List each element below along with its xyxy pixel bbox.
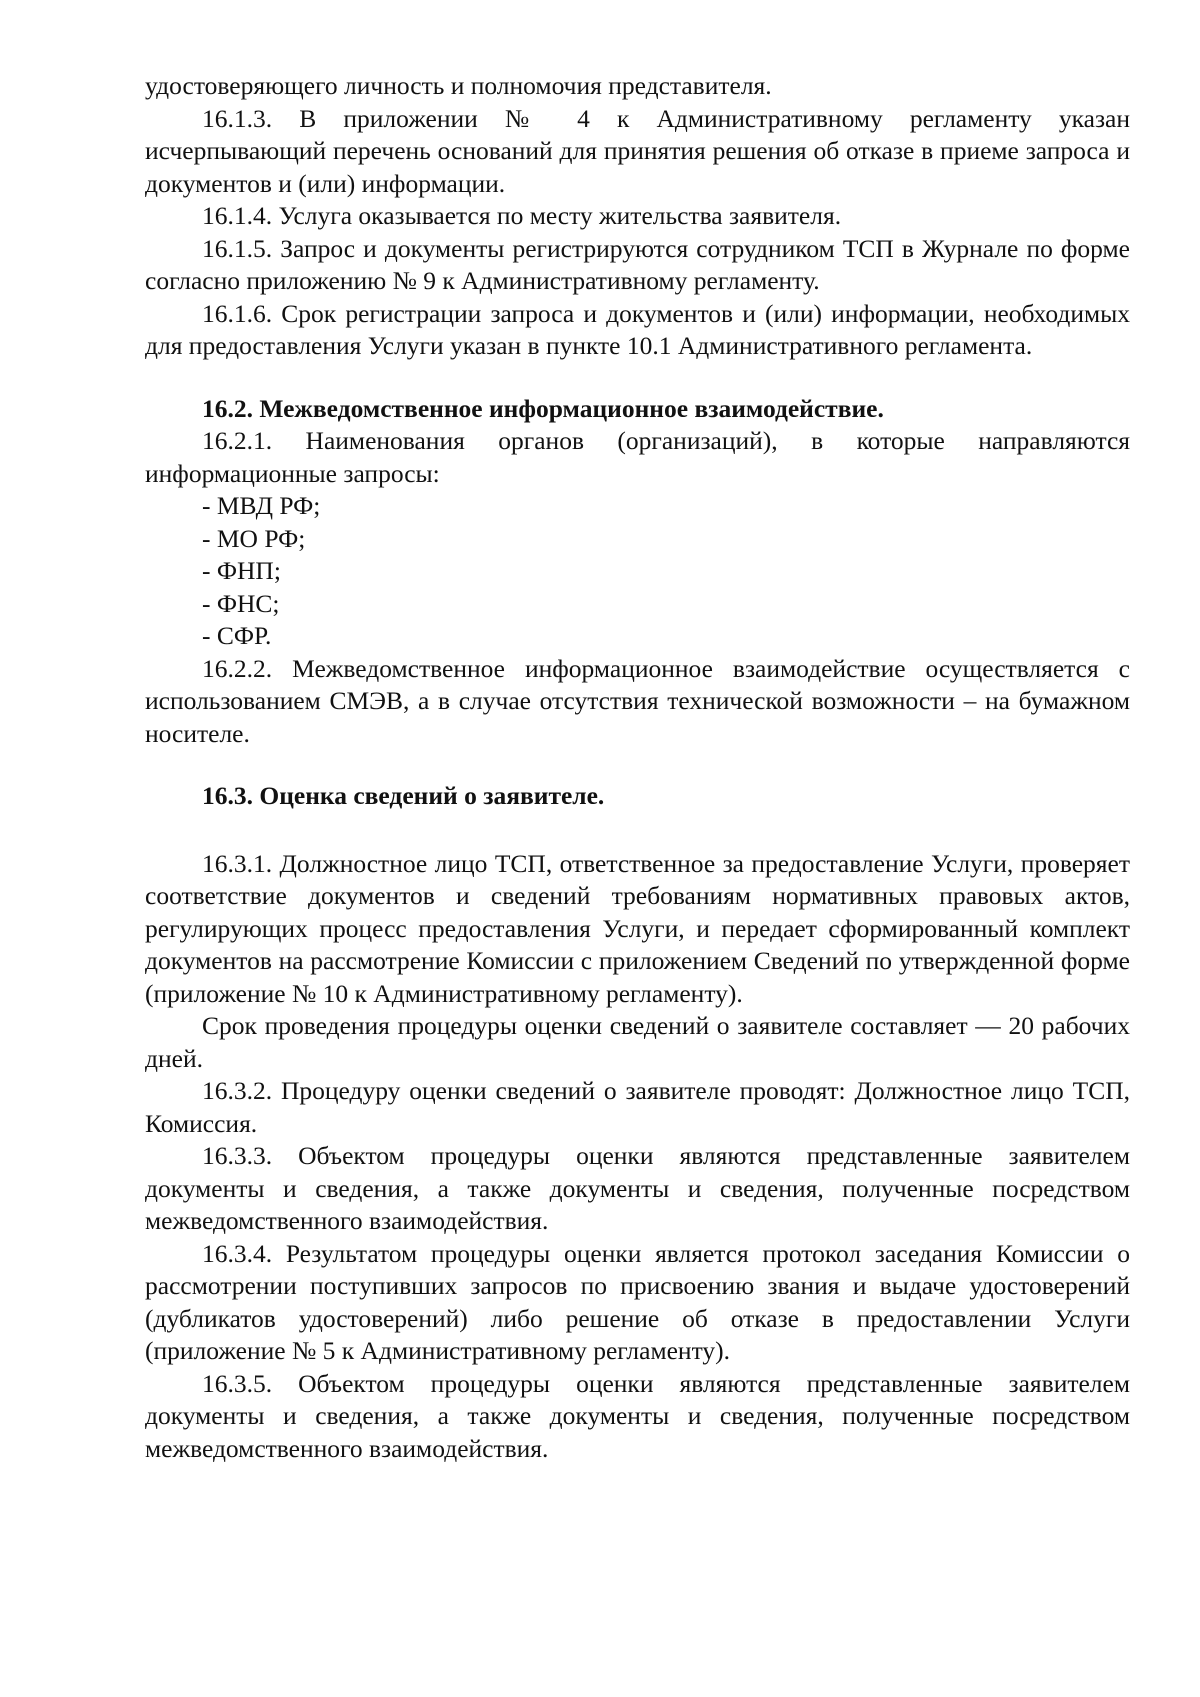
list-item-fns: - ФНС;	[202, 588, 280, 618]
list-item-mo: - МО РФ;	[202, 523, 306, 553]
paragraph-16-3-1: 16.3.1. Должностное лицо ТСП, ответственное за предоставление Услуги, проверяет соответствие документов и сведений требованиям нормативных правовых актов, регулирующих процесс предоставления Услуги, и передает сформированный комплект документов на рассмотрение Комиссии с приложением Сведений по утвержденной форме (приложение № 10 к Административному регламенту).	[145, 848, 1130, 1008]
paragraph-16-3-4: 16.3.4. Результатом процедуры оценки является протокол заседания Комиссии о рассмотрении поступивших запросов по присвоению звания и выдаче удостоверений (дубликатов удостоверений) либо решение об отказе в предоставлении Услуги (приложение № 5 к Административному регламенту).	[145, 1238, 1130, 1365]
document-page	[145, 70, 1130, 1465]
paragraph-16-3-2: 16.3.2. Процедуру оценки сведений о заявителе проводят: Должностное лицо ТСП, Комиссия.	[145, 1076, 1130, 1138]
paragraph-16-3-5: 16.3.5. Объектом процедуры оценки являются представленные заявителем документы и сведения, а также документы и сведения, полученные посредством межведомственного взаимодействия.	[145, 1368, 1130, 1463]
paragraph-16-3-3: 16.3.3. Объектом процедуры оценки являются представленные заявителем документы и сведения, а также документы и сведения, полученные посредством межведомственного взаимодействия.	[145, 1141, 1130, 1235]
paragraph-16-1-6: 16.1.6. Срок регистрации запроса и документов и (или) информации, необходимых для предоставления Услуги указан в пункте 10.1 Административного регламента.	[145, 298, 1130, 360]
paragraph-16-1-4: 16.1.4. Услуга оказывается по месту жительства заявителя.	[202, 201, 842, 230]
paragraph-16-1-5: 16.1.5. Запрос и документы регистрируются сотрудником ТСП в Журнале по форме согласно приложению № 9 к Административному регламенту.	[145, 233, 1130, 295]
paragraph-16-2-2: 16.2.2. Межведомственное информационное взаимодействие осуществляется с использованием СМЭВ, а в случае отсутствия технической возможности – на бумажном носителе.	[145, 653, 1130, 748]
paragraph-16-1-3: 16.1.3. В приложении № 4 к Административному регламенту указан исчерпывающий перечень оснований для принятия решения об отказе в приеме запроса и документов и (или) информации.	[145, 103, 1130, 198]
list-item-fnp: - ФНП;	[202, 556, 281, 585]
heading-16-3: 16.3. Оценка сведений о заявителе.	[202, 781, 605, 810]
list-item-sfr: - СФР.	[202, 621, 272, 650]
paragraph-16-2-1: 16.2.1. Наименования органов (организаций), в которые направляются информационные запросы:	[145, 426, 1130, 488]
paragraph-term: Срок проведения процедуры оценки сведений о заявителе составляет — 20 рабочих дней.	[145, 1011, 1130, 1073]
paragraph-intro: удостоверяющего личность и полномочия представителя.	[145, 71, 772, 100]
heading-16-2: 16.2. Межведомственное информационное взаимодействие.	[202, 393, 884, 423]
list-item-mvd: - МВД РФ;	[202, 491, 321, 520]
